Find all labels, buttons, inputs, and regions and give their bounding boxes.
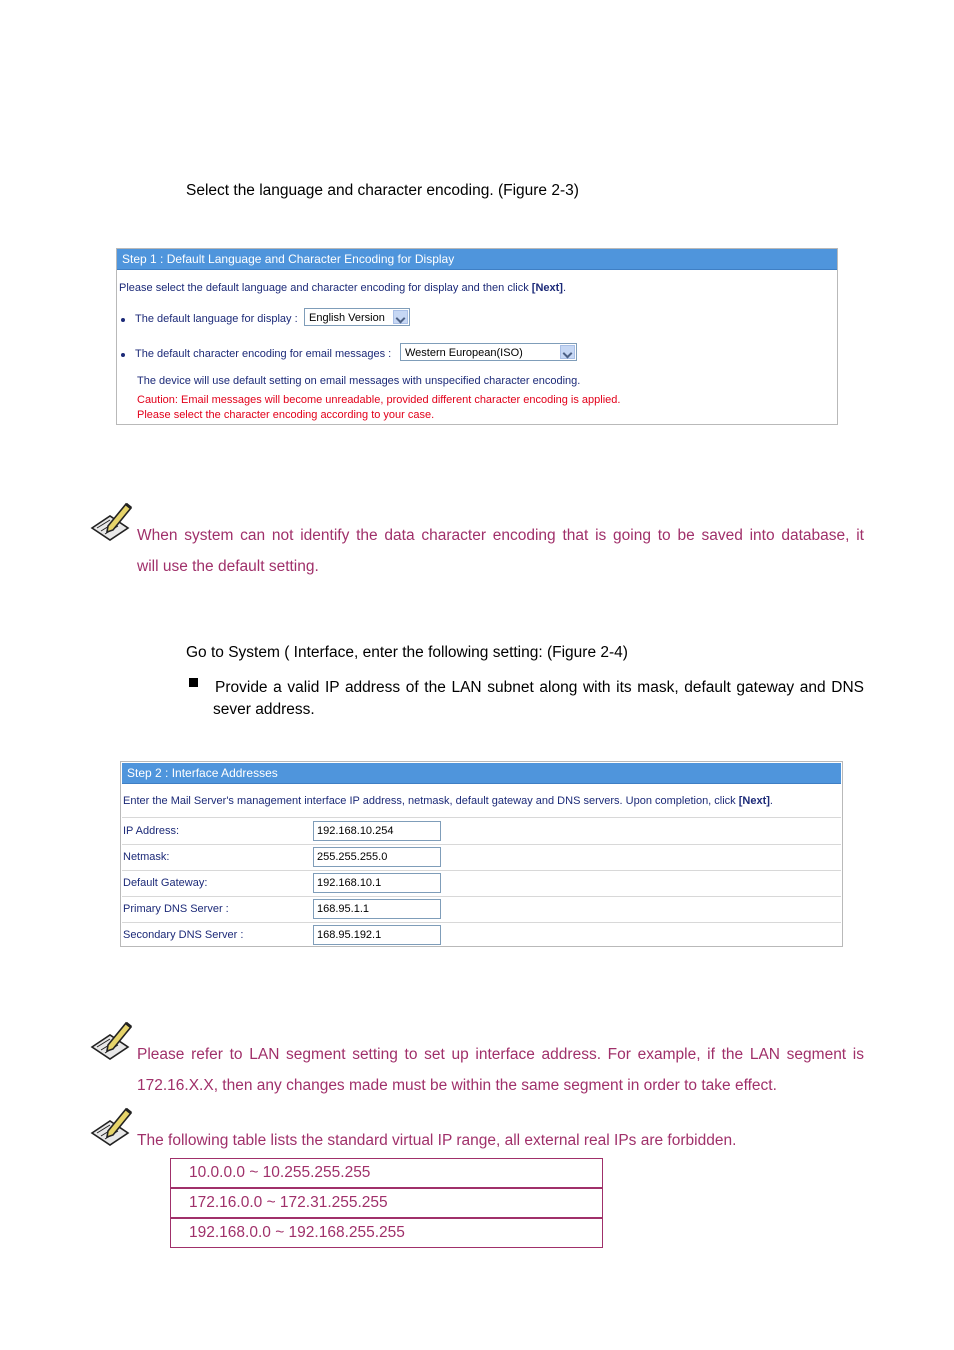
intro-text: Select the language and character encoding. (Figure 2-3) [186,182,579,199]
ip-address-field[interactable]: 192.168.10.254 [313,821,441,841]
ip-range-row: 172.16.0.0 ~ 172.31.255.255 [170,1188,603,1218]
row-divider [122,896,841,897]
note1-text [137,520,864,582]
note-pencil-icon [88,1019,134,1061]
secondary-dns-field[interactable]: 168.95.192.1 [313,925,441,945]
chevron-down-icon[interactable] [393,310,408,324]
secondary-dns-label: Secondary DNS Server : [123,929,244,941]
note2-line1: Please refer to LAN segment setting to set up interface address. For example, if the LAN segment is [137,1046,864,1063]
step1-instruction: Please select the default language and character encoding for display and then click [Next]. [119,282,567,294]
step2-panel [120,761,843,947]
netmask-field[interactable]: 255.255.255.0 [313,847,441,867]
encoding-select-value: Western European(ISO) [405,347,523,359]
note3-text: The following table lists the standard virtual IP range, all external real IPs are forbidden. [137,1132,737,1149]
language-select-value: English Version [309,312,385,324]
ip-range-row: 192.168.0.0 ~ 192.168.255.255 [170,1218,603,1248]
row-divider [122,817,841,818]
bullet-line2: sever address. [213,701,315,718]
bullet-text [215,673,864,702]
encoding-info: The device will use default setting on email messages with unspecified character encoding. [137,375,581,387]
note2-text [137,1039,864,1101]
encoding-select[interactable] [400,343,577,361]
chevron-down-icon[interactable] [560,345,575,359]
step1-title: Step 1 : Default Language and Character Encoding for Display [117,249,837,270]
note1-line1: When system can not identify the data character encoding that is going to be saved into database, it [137,527,864,544]
netmask-label: Netmask: [123,851,170,863]
row-divider [122,870,841,871]
note-pencil-icon [88,500,134,542]
primary-dns-field[interactable]: 168.95.1.1 [313,899,441,919]
note2-line2: 172.16.X.X, then any changes made must be within the same segment in order to take effect. [137,1077,777,1094]
bullet-dot [121,353,125,357]
ip-address-label: IP Address: [123,825,180,837]
language-select[interactable] [304,308,410,326]
default-gateway-label: Default Gateway: [123,877,208,889]
ip-range-row: 10.0.0.0 ~ 10.255.255.255 [170,1158,603,1188]
primary-dns-label: Primary DNS Server : [123,903,229,915]
language-label: The default language for display : [135,313,298,325]
step2-title: Step 2 : Interface Addresses [122,763,841,784]
caution-text-2: Please select the character encoding according to your case. [137,409,435,421]
bullet-dot [121,318,125,322]
note1-line2: will use the default setting. [137,558,319,575]
row-divider [122,844,841,845]
step2-instruction: Enter the Mail Server's management interface IP address, netmask, default gateway and DNS servers. Upon completion, click [Next]. [123,795,773,807]
caution-text-1: Caution: Email messages will become unreadable, provided different character encoding is applied. [137,394,621,406]
bullet-line1: Provide a valid IP address of the LAN subnet along with its mask, default gateway and DNS [215,679,864,696]
goto-text: Go to System ( Interface, enter the following setting: (Figure 2-4) [186,644,628,661]
encoding-label: The default character encoding for email messages : [135,348,392,360]
square-bullet-icon [189,678,198,687]
row-divider [122,922,841,923]
default-gateway-field[interactable]: 192.168.10.1 [313,873,441,893]
step1-panel [116,248,838,425]
note-pencil-icon [88,1105,134,1147]
